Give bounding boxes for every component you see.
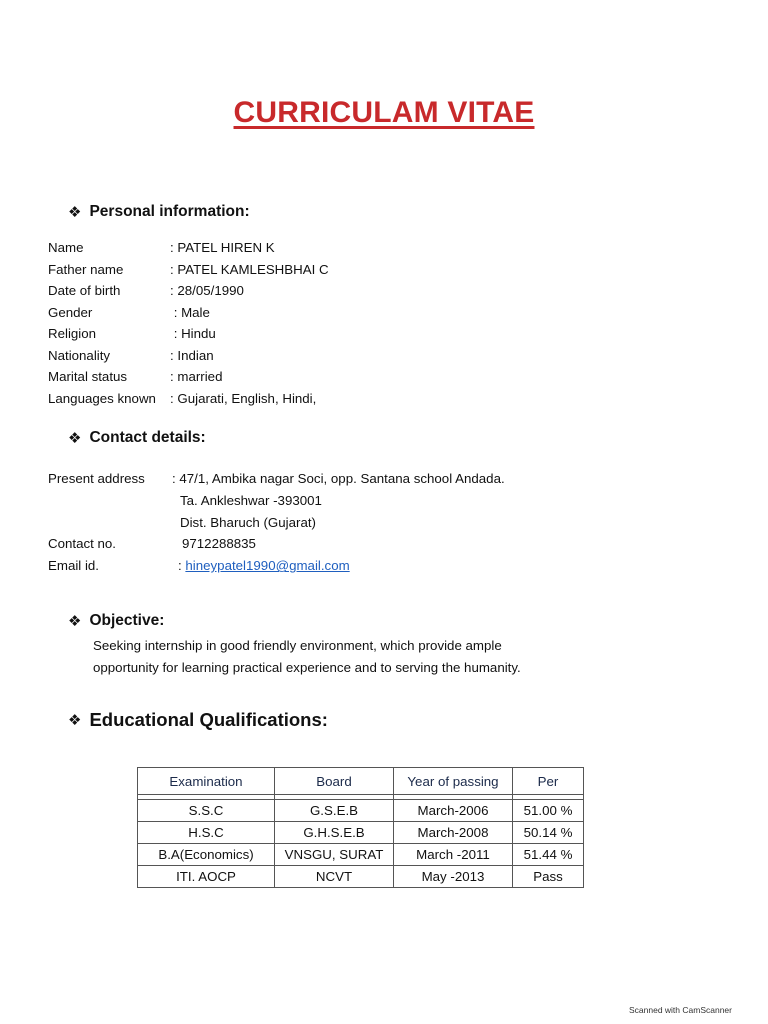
objective-line-2: opportunity for learning practical experience and to serving the humanity.: [93, 659, 521, 675]
spacer: [48, 490, 172, 512]
field-label: Marital status: [48, 369, 128, 384]
table-cell: Pass: [513, 866, 584, 888]
field-value: : Hindu: [170, 326, 216, 341]
personal-row-languages: [48, 388, 329, 410]
table-cell: March-2008: [394, 822, 513, 844]
table-cell: ITI. AOCP: [138, 866, 275, 888]
table-cell: 50.14 %: [513, 822, 584, 844]
field-value: : PATEL KAMLESHBHAI C: [170, 261, 329, 277]
field-label: Religion: [48, 326, 97, 341]
table-cell: S.S.C: [138, 800, 275, 822]
field-label: Nationality: [48, 347, 111, 363]
personal-row-name: [48, 237, 329, 259]
table-cell: May -2013: [394, 866, 513, 888]
personal-info-heading-text: Personal information:: [89, 203, 250, 220]
table-cell: March-2006: [394, 800, 513, 822]
table-row: [138, 822, 584, 844]
education-table: [137, 767, 584, 888]
diamond-bullet-icon: ❖: [68, 613, 82, 630]
field-value: : 28/05/1990: [170, 283, 244, 298]
personal-row-gender: [48, 302, 329, 324]
document-title: CURRICULAM VITAE: [233, 96, 535, 129]
field-label: Name: [48, 240, 84, 255]
table-header-row: [138, 768, 584, 795]
contact-row-phone: [48, 533, 505, 555]
objective-text: [93, 635, 613, 678]
spacer: [48, 512, 172, 534]
table-row: [138, 800, 584, 822]
personal-row-marital-status: [48, 366, 329, 388]
column-header-percent: Per: [513, 768, 584, 795]
scanner-watermark: Scanned with CamScanner: [628, 1005, 732, 1015]
personal-row-nationality: [48, 345, 329, 367]
column-header-examination: Examination: [138, 768, 275, 795]
table-cell: 51.00 %: [513, 800, 584, 822]
table-row: [138, 844, 584, 866]
table-cell: G.S.E.B: [275, 800, 394, 822]
table-cell: NCVT: [275, 866, 394, 888]
objective-line-1: Seeking internship in good friendly environment, which provide ample: [93, 638, 502, 653]
objective-heading: [68, 612, 164, 630]
address-line-1: : 47/1, Ambika nagar Soci, opp. Santana school Andada.: [172, 471, 505, 486]
personal-info-list: [48, 237, 329, 409]
phone-value: 9712288835: [182, 536, 256, 552]
field-label: Email id.: [48, 558, 99, 574]
contact-details-heading: [68, 429, 206, 447]
table-cell: H.S.C: [138, 822, 275, 844]
field-value: : PATEL HIREN K: [170, 240, 275, 255]
table-cell: VNSGU, SURAT: [275, 844, 394, 866]
address-line-2: Ta. Ankleshwar -393001: [180, 492, 322, 508]
address-line-3: Dist. Bharuch (Gujarat): [180, 514, 316, 530]
table-cell: March -2011: [394, 844, 513, 866]
field-label: Date of birth: [48, 283, 121, 298]
table-cell: B.A(Economics): [138, 844, 275, 866]
field-value: : Gujarati, English, Hindi,: [170, 390, 317, 406]
contact-details-heading-text: Contact details:: [89, 429, 206, 446]
diamond-bullet-icon: ❖: [68, 712, 82, 729]
table-row: [138, 866, 584, 888]
contact-details-list: [48, 468, 505, 577]
contact-row-address-2: [48, 490, 505, 512]
column-header-board: Board: [275, 768, 394, 795]
email-link[interactable]: hineypatel1990@gmail.com: [185, 558, 350, 574]
objective-heading-text: Objective:: [89, 612, 165, 629]
diamond-bullet-icon: ❖: [68, 430, 82, 447]
education-heading: [68, 709, 328, 731]
field-label: Languages known: [48, 390, 156, 406]
table-cell: 51.44 %: [513, 844, 584, 866]
column-header-year: Year of passing: [394, 768, 513, 795]
field-label: Present address: [48, 471, 145, 486]
personal-info-heading: [68, 203, 250, 221]
contact-row-address-3: [48, 512, 505, 534]
field-label: Contact no.: [48, 536, 117, 552]
field-value: : Indian: [170, 347, 214, 363]
contact-row-email: [48, 555, 505, 577]
personal-row-religion: [48, 323, 329, 345]
diamond-bullet-icon: ❖: [68, 204, 82, 221]
personal-row-father-name: [48, 259, 329, 281]
table-cell: G.H.S.E.B: [275, 822, 394, 844]
field-value: : Male: [170, 304, 210, 320]
field-label: Father name: [48, 261, 124, 277]
education-heading-text: Educational Qualifications:: [89, 709, 328, 730]
field-value: : married: [170, 369, 223, 384]
contact-row-address: [48, 468, 505, 490]
field-label: Gender: [48, 304, 93, 320]
personal-row-dob: [48, 280, 329, 302]
email-prefix: :: [178, 558, 186, 574]
